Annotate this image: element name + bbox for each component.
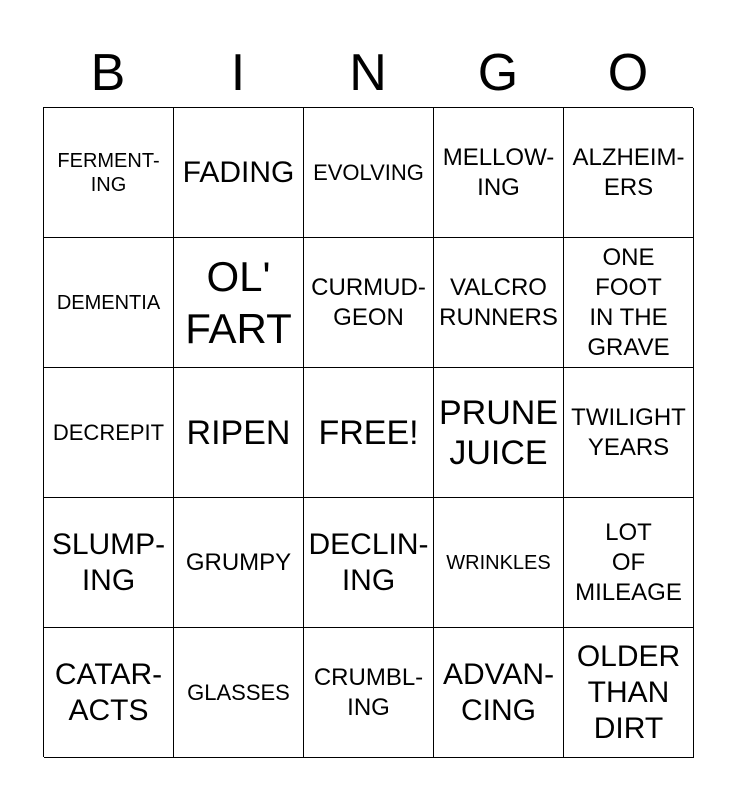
cell-label: WRINKLES xyxy=(446,551,551,574)
bingo-cell[interactable] xyxy=(174,108,304,238)
bingo-cell[interactable] xyxy=(44,238,174,368)
cell-label: ONE FOOT IN THE GRAVE xyxy=(587,243,670,361)
bingo-cell[interactable] xyxy=(564,368,694,498)
cell-label: EVOLVING xyxy=(313,159,424,185)
bingo-cell[interactable] xyxy=(44,628,174,758)
cell-label: LOT OF MILEAGE xyxy=(575,518,682,606)
cell-label: TWILIGHT YEARS xyxy=(571,403,686,461)
bingo-cell[interactable] xyxy=(174,368,304,498)
cell-label: GRUMPY xyxy=(185,548,292,576)
header-letter-g: G xyxy=(477,44,519,102)
header-letter-b: B xyxy=(90,44,126,102)
cell-label: DECLIN- ING xyxy=(308,527,429,597)
cell-label: OLDER THAN DIRT xyxy=(576,639,681,745)
cell-label: MELLOW- ING xyxy=(442,143,555,201)
bingo-cell[interactable] xyxy=(564,498,694,628)
bingo-cell[interactable] xyxy=(44,368,174,498)
bingo-cell[interactable] xyxy=(434,108,564,238)
bingo-cell[interactable] xyxy=(44,108,174,238)
bingo-cell[interactable] xyxy=(304,108,434,238)
bingo-cell-free[interactable] xyxy=(304,368,434,498)
bingo-cell[interactable] xyxy=(174,628,304,758)
cell-label: FADING xyxy=(182,155,295,189)
bingo-cell[interactable] xyxy=(304,498,434,628)
bingo-cell[interactable] xyxy=(434,368,564,498)
bingo-cell[interactable] xyxy=(174,498,304,628)
bingo-cell[interactable] xyxy=(434,498,564,628)
bingo-cell[interactable] xyxy=(304,238,434,368)
cell-label: CURMUD- GEON xyxy=(311,273,426,331)
bingo-cell[interactable] xyxy=(174,238,304,368)
bingo-cell[interactable] xyxy=(564,108,694,238)
cell-label: FREE! xyxy=(318,413,419,452)
bingo-cell[interactable] xyxy=(434,238,564,368)
cell-label: DEMENTIA xyxy=(56,291,161,314)
cell-label: SLUMP- ING xyxy=(51,527,166,597)
cell-label: RIPEN xyxy=(186,413,291,452)
cell-label: ADVAN- CING xyxy=(442,657,555,727)
bingo-cell[interactable] xyxy=(564,628,694,758)
bingo-cell[interactable] xyxy=(564,238,694,368)
header-letter-n: N xyxy=(349,44,387,102)
header-letter-i: I xyxy=(230,44,246,102)
cell-label: OL' FART xyxy=(185,252,292,352)
cell-label: DECREPIT xyxy=(52,419,165,445)
bingo-cell[interactable] xyxy=(304,628,434,758)
cell-label: PRUNE JUICE xyxy=(438,393,559,472)
cell-label: VALCRO RUNNERS xyxy=(439,273,558,331)
header-letter-o: O xyxy=(607,44,649,102)
bingo-card-grid xyxy=(43,107,693,757)
cell-label: CATAR- ACTS xyxy=(54,657,163,727)
bingo-cell[interactable] xyxy=(434,628,564,758)
cell-label: CRUMBL- ING xyxy=(313,663,424,721)
cell-label: ALZHEIM- ERS xyxy=(572,143,685,201)
bingo-cell[interactable] xyxy=(44,498,174,628)
cell-label: GLASSES xyxy=(187,679,290,705)
bingo-header xyxy=(43,40,693,106)
cell-label: FERMENT- ING xyxy=(57,149,160,196)
